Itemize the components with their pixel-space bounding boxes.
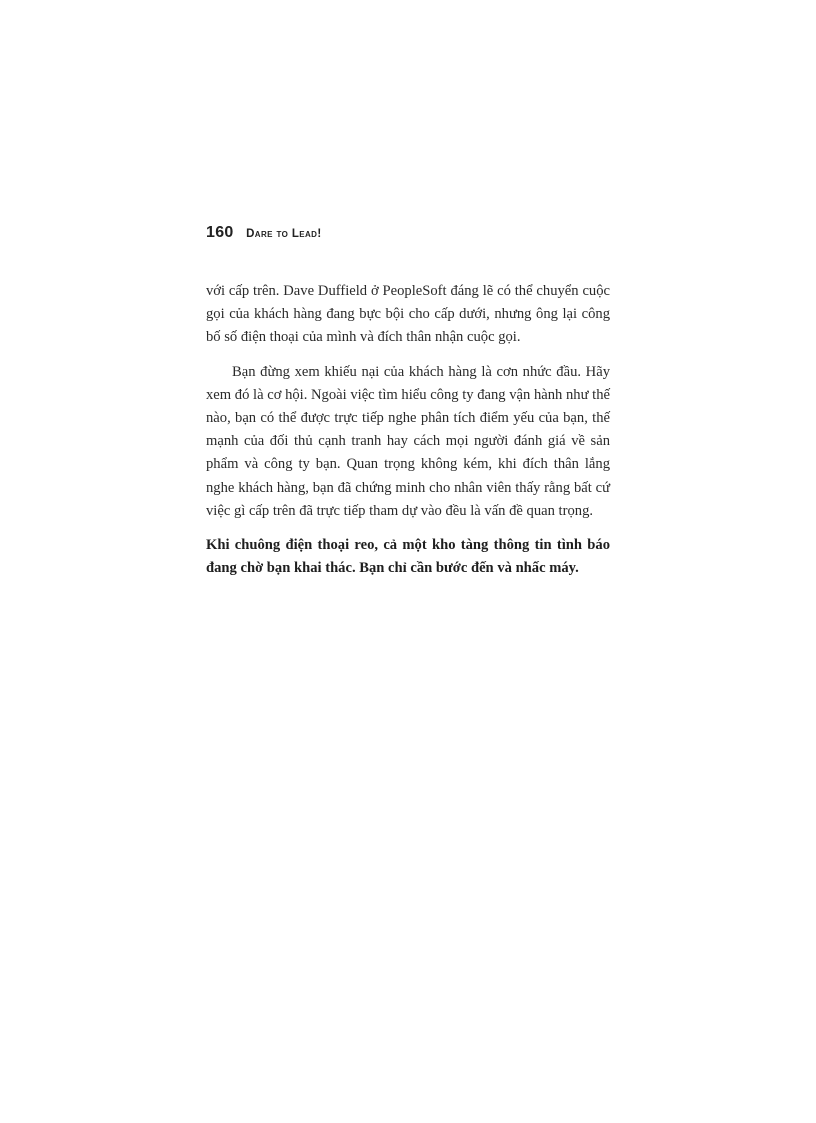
paragraph-customer-complaints: Bạn đừng xem khiếu nại của khách hàng là cơn nhức đầu. Hãy xem đó là cơ hội. Ngoài việc tìm hiểu công ty đang vận hành như thế nào, bạn có thể được trực tiếp nghe phân tích điểm yếu của bạn, thế mạnh của đối thủ cạnh tranh hay cách mọi người đánh giá về sản phẩm và công ty bạn. Quan trọng không kém, khi đích thân lắng nghe khách hàng, bạn đã chứng minh cho nhân viên thấy rằng bất cứ việc gì cấp trên đã trực tiếp tham dự vào đều là vấn đề quan trọng. [206,363,610,519]
page-number: 160 [206,224,234,241]
body-text [206,280,610,591]
book-title: Dare to Lead! [246,228,322,240]
paragraph-key-takeaway: Khi chuông điện thoại reo, cả một kho tàng thông tin tình báo đang chờ bạn khai thác. Bạn chỉ cần bước đến và nhấc máy. [206,537,610,577]
paragraph-continuation: với cấp trên. Dave Duffield ở PeopleSoft đáng lẽ có thể chuyển cuộc gọi của khách hàng đang bực bội cho cấp dưới, nhưng ông lại công bố số điện thoại của mình và đích thân nhận cuộc gọi. [206,283,610,346]
running-head [206,224,322,242]
